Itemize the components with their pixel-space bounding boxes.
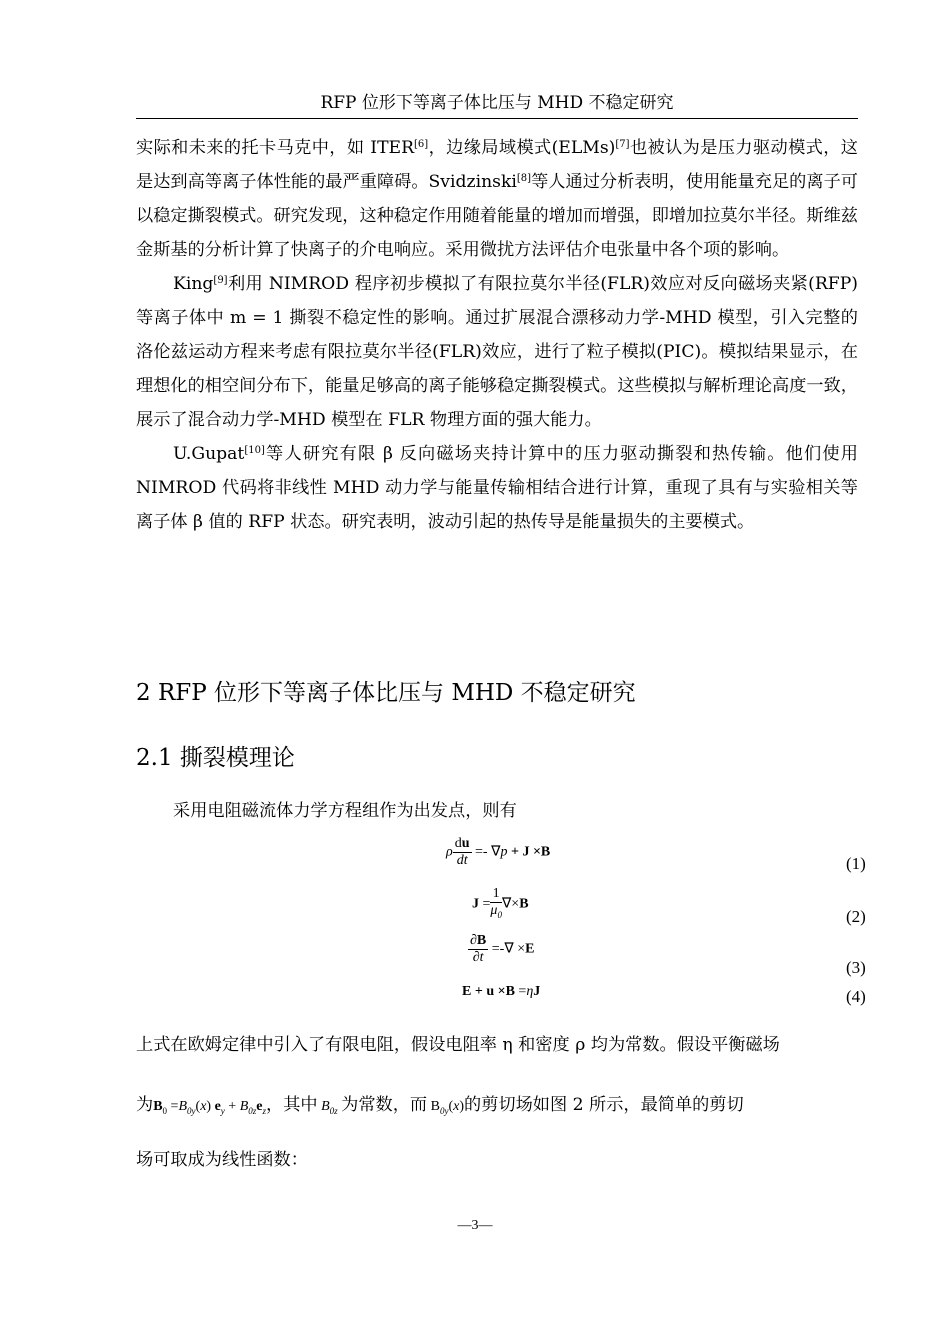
text-span: 利用 NIMROD 程序初步模拟了有限拉莫尔半径(FLR)效应对反向磁场夹紧(RFP)等离子体中 m = 1 撕裂不稳定性的影响。通过扩展混合漂移动力学-MHD 模型，引入完整的洛伦兹运动方程来考虑有限拉莫尔半径(FLR)效应，进行了粒子模拟(PIC)。模拟结果显示，在理想化的相空间分布下，能量足够高的离子能够稳定撕裂模式。这些模拟与解析理论高度一致，展示了混合动力学-MHD 模型在 FLR 物理方面的强大能力。 — [136, 274, 858, 430]
intro-text: 采用电阻磁流体力学方程组作为出发点，则有 — [173, 801, 517, 821]
text-span: ，其中 — [266, 1095, 318, 1115]
equation-4: E + u ×B =ηJ — [462, 984, 541, 999]
subsection-heading: 2.1 撕裂模理论 — [136, 745, 295, 771]
text-span: 的剪切场如图 2 所示，最简单的剪切 — [464, 1095, 744, 1115]
inline-formula-b0: $B_0 =B_{0y}(x) e_y + B_{0z}e_z$ — [153, 1099, 267, 1116]
text-span: 等人通过分析表明，使用能量充足的离子可以稳定撕裂模式。研究发现，这种稳定作用随着能量的增加而增强，即增加拉莫尔半径。斯维兹金斯基的分析计算了快离子的介电响应。采用微扰方法评估介电张量中各个项的影响。 — [136, 172, 858, 260]
body-paragraphs — [136, 131, 858, 539]
intro-line — [136, 794, 858, 828]
text-span: 实际和未来的托卡马克中，如 ITER — [136, 138, 415, 158]
after-line-2 — [136, 1088, 858, 1128]
text-span: U.Gupat — [173, 444, 245, 464]
equation-1: ρ $\frac{du}{dt}$ =- ∇p + J ×B — [446, 836, 551, 868]
inline-formula-b0z: $B_{0z}$ — [317, 1099, 338, 1116]
text-span: 也被认为是压力驱动模式，这是达到高等离子体性能的最严重障碍。Svidzinski — [136, 138, 858, 192]
page-number: —3— — [457, 1218, 493, 1233]
paragraph-3 — [136, 437, 858, 539]
equation-2: J = $\frac{1}{\mu_0}$ ∇×B — [472, 886, 529, 920]
paragraph-2 — [136, 267, 858, 437]
citation: [10] — [244, 445, 265, 456]
text-span: 为 — [136, 1095, 154, 1115]
equation-3: $\frac{\partial B}{\partial t}$ =-∇ ×E — [470, 933, 535, 965]
header-rule — [136, 118, 858, 119]
text-line — [136, 1088, 858, 1128]
citation: [7] — [615, 139, 630, 150]
equation-4-number: (4) — [846, 987, 866, 1006]
citation: [9] — [213, 275, 228, 286]
text-line: 上式在欧姆定律中引入了有限电阻，假设电阻率 η 和密度 ρ 均为常数。假设平衡磁场 — [136, 1035, 780, 1055]
text-span: 为常数，而 — [341, 1095, 428, 1115]
inline-formula-b0y: $B_{0y}(x)$ — [427, 1099, 465, 1116]
after-line-3 — [136, 1143, 858, 1177]
text-span: ，边缘局域模式(ELMs) — [428, 138, 616, 158]
equation-1-number: (1) — [846, 854, 866, 873]
after-line-1 — [136, 1028, 858, 1062]
equation-2-number: (2) — [846, 907, 866, 926]
text-line: 场可取成为线性函数： — [136, 1150, 308, 1170]
text-span: 等人研究有限 β 反向磁场夹持计算中的压力驱动撕裂和热传输。他们使用 NIMROD 代码将非线性 MHD 动力学与能量传输相结合进行计算，重现了具有与实验相关等离子体 β 值的 RFP 状态。研究表明，波动引起的热传导是能量损失的主要模式。 — [136, 444, 858, 532]
running-header: RFP 位形下等离子体比压与 MHD 不稳定研究 — [320, 93, 674, 113]
section-heading: 2 RFP 位形下等离子体比压与 MHD 不稳定研究 — [136, 680, 636, 706]
equation-3-number: (3) — [846, 958, 866, 977]
paragraph-1 — [136, 131, 858, 267]
citation: [8] — [516, 173, 532, 184]
citation: [6] — [414, 139, 429, 150]
text-span: King — [173, 274, 214, 294]
